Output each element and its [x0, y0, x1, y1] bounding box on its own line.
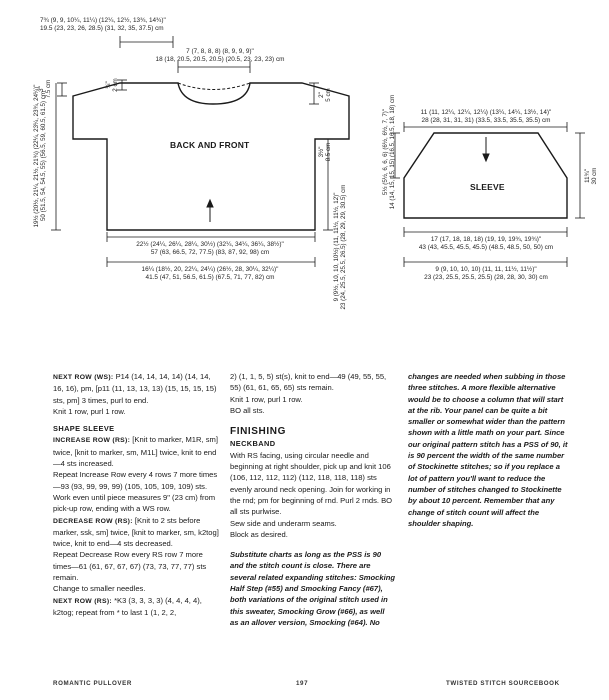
- change-needles: Change to smaller needles.: [53, 584, 146, 594]
- neck-width-dim: 7 (7, 8, 8, 8) (8, 9, 9, 9)" 18 (18, 20.5, 20.5, 20.5) (20.5, 23, 23, 23) cm: [155, 48, 285, 63]
- shoulder-drop-dim: 3" 7.5 cm: [38, 79, 53, 99]
- substitute-note: Substitute charts as long as the PSS is 90 and the stitch count is close. There are several related expanding stitches: Smocking Half Step (#55) and Smocking Fancy (#67), both variations of the original stitch used in this sweater, Smocking Grow (#66), as well as an allover version, Smocking (#64). No: [230, 550, 396, 627]
- next-row2-lead: NEXT ROW (RS):: [53, 597, 112, 605]
- column-2: [230, 371, 395, 628]
- finishing-heading: FINISHING: [230, 426, 286, 438]
- work-even: Work even until piece measures 9" (23 cm) from pick-up row, ending with a WS row.: [53, 492, 216, 514]
- bind-off: BO all sts.: [230, 405, 265, 415]
- neckband-heading: NECKBAND: [230, 439, 276, 449]
- decrease-row-lead: DECREASE ROW (RS):: [53, 517, 133, 525]
- armhole-dim: 3½" 8.5 cm: [318, 142, 333, 162]
- decrease-row-text: [Knit to 2 sts before marker, ssk, sm] twice, [knit to marker, sm, k2tog] twice, knit to end—4 sts decreased.: [53, 515, 219, 549]
- body-outline: [73, 83, 349, 230]
- sleeve-width-dim: 17 (17, 18, 18, 18) (19, 19, 19¾, 19¾)" 43 (43, 45.5, 45.5, 45.5) (48.5, 48.5, 50, 50) cm: [418, 236, 554, 251]
- sleeve-top-dim: 11 (11, 12¼, 12¼, 12¼) (13¼, 14¼, 13½, 14)" 28 (28, 31, 31, 31) (33.5, 33.5, 35.5, 35.5) cm: [420, 109, 552, 124]
- side-length-dim: 9 (9½, 10, 10, 10½) (11, 11½, 11½, 12)" 23 (24, 25.5, 25.5, 26.5) (28, 29, 29, 30.5) cm: [333, 184, 348, 310]
- substitute-note-cont: changes are needed when subbing in those three stitches. A more flexible alternative would be to choose a column that will start at the rib. Your panel can be quite a bit smaller or somewhat wider than the pattern shown with a little math on your part. Since our original pattern stitch has a PSS of 90, it is 90 percent the width of the same number of Stockinette stitches; so if you replace a lot of pattern you'll want to reduce the number of stitches changed to Stockinette by about 10 percent. Remember that any change of stitch count will affect the shoulder shaping.: [408, 372, 568, 528]
- top-width-dim: 7¾ (9, 9, 10¼, 11¼) (12¼, 12½, 13¾, 14¾)" 19.5 (23, 23, 26, 28.5) (31, 32, 35, 37.5) cm: [40, 17, 166, 32]
- rib-width-dim: 16¼ (18½, 20, 22¼, 24¼) (26½, 28, 30¼, 32¼)" 41.5 (47, 51, 56.5, 61.5) (67.5, 71, 77, 82) cm: [141, 266, 279, 281]
- increase-row-text: [Knit to marker, M1R, sm] twice, [knit to marker, sm, M1L] twice, knit to end—4 sts increased.: [53, 435, 218, 469]
- neckband-text: With RS facing, using circular needle and beginning at right shoulder, pick up and knit 106 (106, 112, 112, 112) (112, 118, 118, 118) sts evenly around neck opening. Join for working in the rnd; pm for beginning of rnd. Purl 2 rnds. BO all sts purlwise.: [230, 450, 393, 517]
- cuff-width-dim: 9 (9, 10, 10, 10) (11, 11, 11½, 11½)" 23 (23, 25.5, 25.5, 25.5) (28, 28, 30, 30) cm: [424, 266, 548, 281]
- column-3: [408, 371, 568, 529]
- sleeve-length-dim: 11¾" 30 cm: [584, 167, 599, 185]
- body-width-dim: 22½ (24¼, 26¼, 28¼, 30½) (32¼, 34¼, 36¼, 38½)" 57 (63, 66.5, 72, 77.5) (83, 87, 92, 98) cm: [136, 241, 284, 256]
- column-1: [53, 371, 219, 618]
- back-neck-dashed: [178, 83, 250, 90]
- next-row2-text: *K3 (3, 3, 3, 3) (4, 4, 4, 4), k2tog; repeat from * to last 1 (1, 2, 2,: [53, 595, 202, 617]
- footer-right: TWISTED STITCH SOURCEBOOK: [446, 680, 560, 687]
- next-row-lead: NEXT ROW (WS):: [53, 374, 114, 381]
- sleeve-cap-dim: 5½ (5½, 6, 6, 6) (6½, 6½, 7, 7)" 14 (14, 15, 15, 15) (16.5, 16.5, 18, 18) cm: [382, 94, 397, 210]
- sew-seams: Sew side and underarm seams.: [230, 518, 337, 528]
- sleeve-label: SLEEVE: [470, 182, 505, 192]
- footer-left: ROMANTIC PULLOVER: [53, 680, 132, 687]
- next-row-text: P14 (14, 14, 14, 14) (14, 14, 16, 16), pm, [p11 (11, 13, 13, 13) (15, 15, 15, 15) sts, pm] 3 times, purl to end.: [53, 372, 217, 405]
- page-number: 197: [296, 680, 309, 687]
- repeat-increase: Repeat Increase Row every 4 rows 7 more times—93 (93, 99, 99, 99) (105, 105, 109, 109) sts.: [53, 470, 218, 491]
- neck-back-dim: ¾" 2 cm: [105, 78, 120, 92]
- front-neck-dim: 2" 5 cm: [318, 88, 333, 102]
- knit-row: Knit 1 row, purl 1 row.: [53, 406, 126, 416]
- block: Block as desired.: [230, 529, 288, 539]
- increase-row-lead: INCREASE ROW (RS):: [53, 437, 131, 445]
- body-length-dim: 19½ (20½, 21¼, 21½, 21¾) (22¼, 23¼, 23¾, 24¼)" 50 (51.5, 54, 54.5, 55) (56.5, 59, 60.5, 61.5) cm: [33, 84, 48, 228]
- back-front-label: BACK AND FRONT: [170, 140, 250, 150]
- shape-sleeve-heading: SHAPE SLEEVE: [53, 424, 115, 434]
- knit-row-2: Knit 1 row, purl 1 row.: [230, 394, 303, 404]
- repeat-decrease: Repeat Decrease Row every RS row 7 more times—61 (61, 67, 67, 67) (73, 73, 77, 77) sts remain.: [53, 550, 207, 583]
- continued-text: 2) (1, 1, 5, 5) st(s), knit to end—49 (49, 55, 55, 55) (61, 61, 65, 65) sts remain.: [230, 372, 387, 393]
